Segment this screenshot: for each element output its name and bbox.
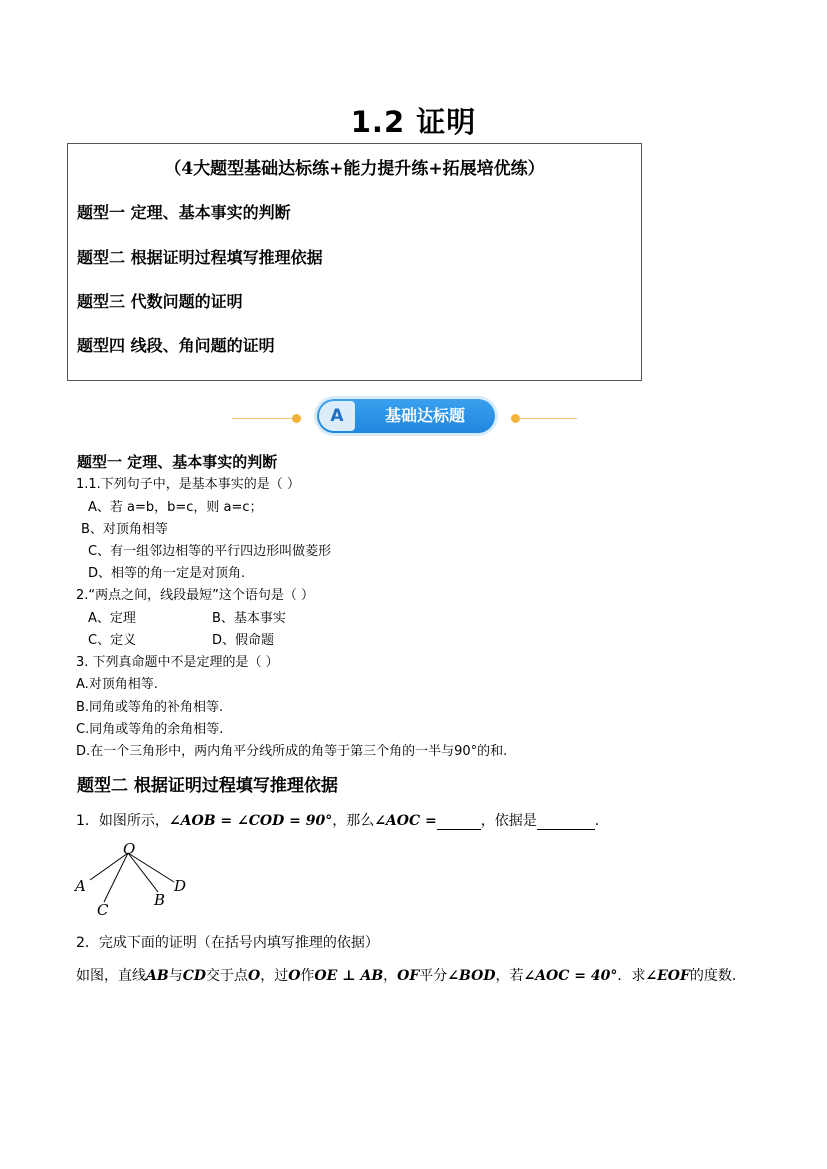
q2-option-b: B、基本事实	[212, 611, 286, 626]
s2-q2-t9: ．求	[617, 968, 646, 984]
q2-option-c: C、定义	[88, 633, 137, 648]
s2-q2-m6: OF	[397, 968, 420, 984]
label-o: O	[123, 840, 136, 858]
s2-q2-t2: 与	[168, 968, 183, 984]
s2-q1-math2: ∠AOC =	[374, 813, 437, 829]
q1-stem: 1.1.下列句子中，是基本事实的是（ ）	[76, 477, 300, 492]
toc-item-3: 题型三 代数问题的证明	[77, 292, 243, 311]
label-a: A	[75, 877, 86, 895]
toc-subtitle: （4大题型基础达标练+能力提升练+拓展培优练）	[164, 159, 545, 179]
s2-q2-t4: ，过	[260, 968, 289, 984]
toc-item-4: 题型四 线段、角问题的证明	[77, 336, 275, 355]
q2-stem: 2.“两点之间，线段最短”这个语句是（ ）	[76, 588, 315, 603]
s2-q1-mid2: ，依据是	[480, 813, 537, 829]
banner-line-right	[519, 418, 577, 419]
s2-q1-prefix: 1．如图所示，	[76, 813, 169, 829]
s2-q2-t7: 平分	[419, 968, 448, 984]
s2-q2-t5: 作	[300, 968, 315, 984]
s2-q2-m1: AB	[146, 968, 169, 984]
label-c: C	[97, 901, 109, 919]
toc-item-2: 题型二 根据证明过程填写推理依据	[77, 248, 323, 267]
q1-option-b: B、对顶角相等	[81, 522, 168, 537]
s2-q2-t6: ，	[383, 968, 398, 984]
toc-item-1: 题型一 定理、基本事实的判断	[77, 203, 291, 222]
q3-option-d: D.在一个三角形中，两内角平分线所成的角等于第三个角的一半与90°的和.	[76, 744, 508, 759]
q3-option-a: A.对顶角相等.	[76, 677, 158, 692]
label-d: D	[174, 877, 187, 895]
q3-option-c: C.同角或等角的余角相等.	[76, 722, 224, 737]
section2-heading: 题型二 根据证明过程填写推理依据	[77, 776, 338, 796]
banner-text: 基础达标题	[384, 406, 465, 425]
s2-q2-m2: CD	[182, 968, 206, 984]
s2-q2-t8: ，若	[495, 968, 524, 984]
banner-dot-left	[292, 414, 301, 423]
ray-ob	[128, 853, 158, 892]
s2-q2-m4: O	[288, 968, 301, 984]
s2-q2-t1: 如图，直线	[76, 968, 146, 984]
s2-q2-m8: ∠AOC = 40°	[523, 968, 618, 984]
banner-line-left	[232, 418, 294, 419]
s2-q2-m7: ∠BOD	[447, 968, 496, 984]
s2-q2-problem	[76, 965, 736, 985]
q1-option-c: C、有一组邻边相等的平行四边形叫做菱形	[88, 544, 332, 559]
s2-q2-stem: 2．完成下面的证明（在括号内填写推理的依据）	[76, 935, 379, 951]
section1-heading: 题型一 定理、基本事实的判断	[77, 453, 278, 471]
s2-q1-end: .	[594, 813, 600, 829]
angle-figure	[70, 838, 200, 920]
s2-q1-mid: ，那么	[332, 813, 375, 829]
s2-q2-t3: 交于点	[206, 968, 248, 984]
s2-q2-t10: 的度数.	[689, 968, 737, 984]
s2-q2-m3: O	[248, 968, 261, 984]
s2-q1-math1: ∠AOB = ∠COD = 90°	[168, 813, 333, 829]
q2-option-d: D、假命题	[212, 633, 275, 648]
banner-letter: A	[319, 401, 355, 431]
s2-q1	[76, 810, 599, 830]
q3-stem: 3. 下列真命题中不是定理的是（ ）	[76, 655, 279, 670]
s2-q1-blank-2[interactable]	[537, 815, 595, 830]
s2-q2-m5: OE ⊥ AB	[314, 968, 384, 984]
q3-option-b: B.同角或等角的补角相等.	[76, 700, 224, 715]
s2-q2-m9: ∠EOF	[645, 968, 690, 984]
label-b: B	[154, 891, 166, 909]
q1-option-d: D、相等的角一定是对顶角.	[88, 566, 246, 581]
q2-option-a: A、定理	[88, 611, 136, 626]
s2-q1-blank-1[interactable]	[437, 815, 481, 830]
q1-option-a: A、若 a=b，b=c，则 a=c；	[88, 500, 263, 515]
ray-oc	[104, 853, 128, 902]
page-title: 1.2 证明	[350, 105, 477, 139]
